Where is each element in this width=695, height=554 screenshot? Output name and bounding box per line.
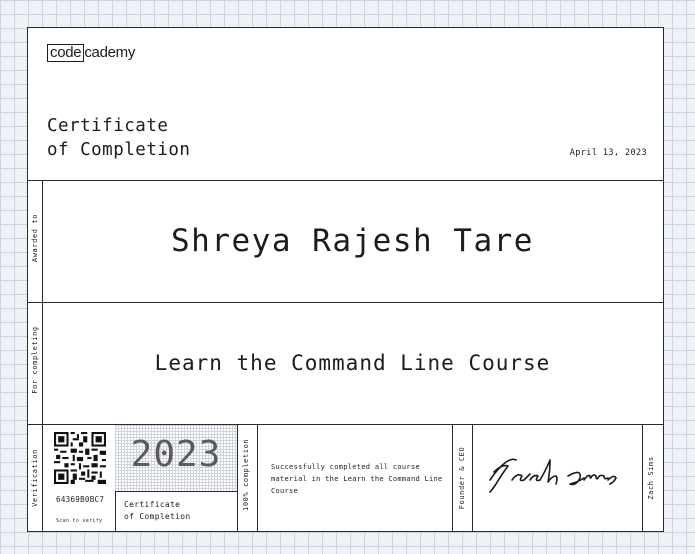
qr-code-icon[interactable] xyxy=(54,432,106,484)
column-divider xyxy=(452,424,453,531)
verification-label: Verification xyxy=(31,449,39,507)
logo-rest: cademy xyxy=(84,44,136,61)
title-line-1: Certificate xyxy=(47,116,169,136)
founder-label: Founder & CEO xyxy=(458,446,466,510)
course-name: Learn the Command Line Course xyxy=(154,351,551,375)
certificate-title xyxy=(47,114,190,162)
column-divider xyxy=(257,424,258,531)
signature xyxy=(472,440,642,500)
title-line-2: of Completion xyxy=(47,140,191,160)
codecademy-logo xyxy=(47,44,135,62)
column-divider xyxy=(642,424,643,531)
awarded-to-label: Awarded to xyxy=(31,213,39,263)
completion-label: 100% completion xyxy=(242,438,250,511)
logo-box: code xyxy=(47,44,84,62)
signer-name-label: Zach Sims xyxy=(647,456,655,500)
certificate-small-title xyxy=(124,499,191,523)
small-title-line-2: of Completion xyxy=(124,512,191,521)
completion-description: Successfully completed all course material in the Learn the Command Line Course xyxy=(271,463,443,495)
year-box-divider xyxy=(115,491,237,492)
certificate-card xyxy=(27,27,664,532)
column-divider xyxy=(237,424,238,531)
for-completing-label: For completing xyxy=(31,326,39,394)
issue-date: April 13, 2023 xyxy=(569,148,647,158)
completion-year: 2023 xyxy=(130,434,222,475)
verification-code: 64369B0BC7 xyxy=(56,495,105,504)
scan-to-verify-text: Scan to verify xyxy=(56,518,103,524)
small-title-line-1: Certificate xyxy=(124,500,181,509)
recipient-name: Shreya Rajesh Tare xyxy=(171,223,534,259)
